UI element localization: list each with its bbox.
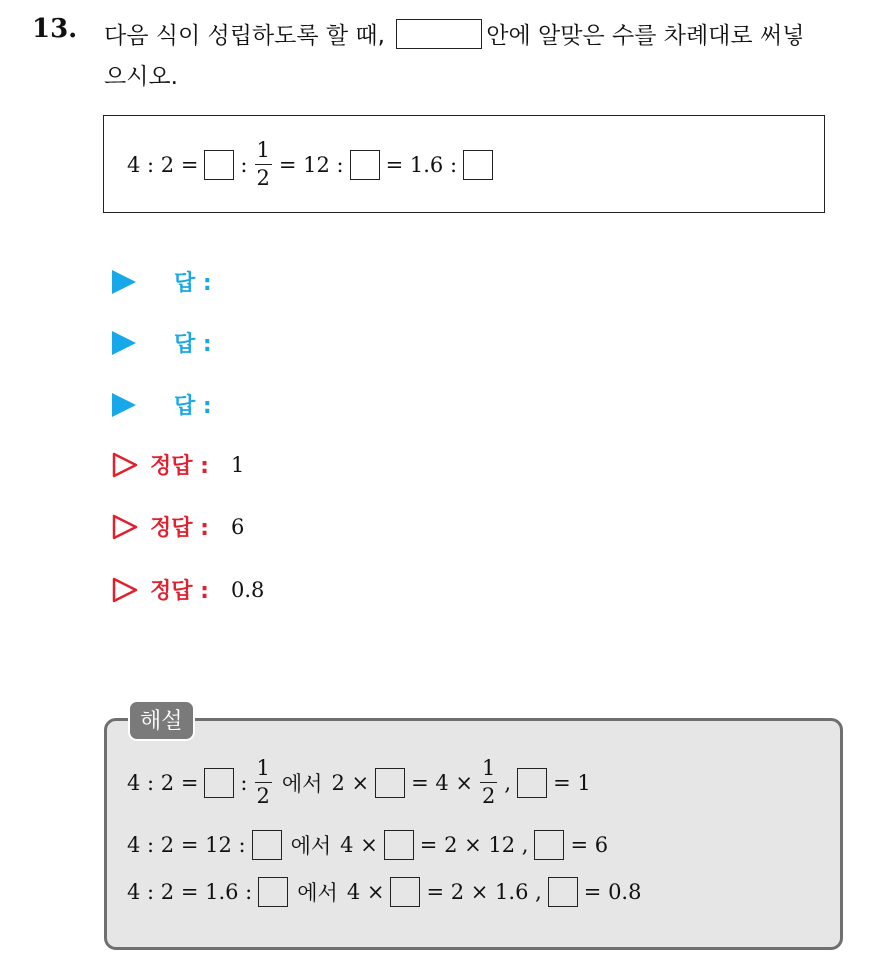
correct-answer-row-1 [112, 449, 244, 480]
explanation-line-3 [124, 877, 644, 907]
expl1-frac-den: 2 [256, 784, 270, 808]
triangle-outline-icon [112, 577, 138, 603]
expl1-frac2-den: 2 [482, 784, 496, 808]
expl1-colon: : [240, 770, 248, 795]
correct-answer-value: 6 [230, 514, 245, 539]
eq-blank-3[interactable] [463, 150, 493, 180]
correct-answer-label: 정답 : [150, 579, 209, 604]
equation [124, 140, 496, 189]
expl1-term-a: 4 : 2 = [127, 770, 199, 795]
answer-label: 답 : [174, 271, 212, 296]
triangle-outline-icon [112, 514, 138, 540]
expl2-word-eseo: 에서 [290, 834, 332, 858]
expl1-word-eseo: 에서 [281, 771, 323, 796]
correct-answer-row-2 [112, 511, 244, 542]
correct-answer-value: 0.8 [230, 577, 265, 602]
question-text-part2: 안에 알맞은 수를 차례대로 써넣 [486, 23, 805, 49]
question-text-line1 [104, 17, 804, 50]
expl2-term-e: = 2 × 12 , [419, 833, 529, 857]
eq-blank-1[interactable] [204, 150, 234, 180]
expl3-term-a: 4 : 2 = 1.6 : [127, 880, 253, 904]
expl2-term-d: 4 × [340, 833, 378, 857]
correct-answer-label: 정답 : [150, 516, 209, 541]
expl3-term-d: 4 × [346, 880, 385, 904]
expl2-term-a: 4 : 2 = 12 : [127, 833, 246, 857]
correct-answer-label: 정답 : [150, 454, 209, 479]
eq-fraction [255, 140, 272, 189]
correct-answer-row-3 [112, 574, 264, 605]
expl2-blank [252, 830, 282, 860]
correct-answer-value: 1 [230, 452, 245, 477]
play-triangle-icon [112, 393, 136, 417]
eq-colon: : [240, 152, 248, 177]
expl3-word-eseo: 에서 [297, 881, 338, 905]
eq-term-3: = 12 : [278, 152, 344, 177]
expl1-blank [375, 768, 405, 798]
explanation-line-2 [124, 830, 611, 860]
expl2-term-g: = 6 [570, 833, 609, 857]
expl1-frac2-num: 1 [482, 756, 496, 780]
question-blank-box [396, 19, 482, 49]
question-number: 13. [32, 14, 78, 44]
answer-label: 답 : [174, 332, 212, 357]
expl2-blank [384, 830, 414, 860]
expl3-term-e: = 2 × 1.6 , [426, 880, 542, 904]
explanation-line-1 [124, 758, 594, 807]
answer-label: 답 : [174, 394, 212, 419]
expl1-blank [517, 768, 547, 798]
expl1-blank [204, 768, 234, 798]
explanation-tab: 해설 [128, 700, 195, 741]
question-text-line2: 으시오. [104, 64, 178, 90]
eq-frac-num: 1 [256, 138, 270, 162]
expl1-term-g: = 1 [553, 770, 591, 795]
expl1-frac-num: 1 [256, 756, 270, 780]
answer-row-1[interactable] [112, 266, 212, 297]
expl3-term-g: = 0.8 [583, 880, 642, 904]
expl3-blank [390, 877, 420, 907]
expl1-comma: , [504, 770, 512, 795]
equation-box [103, 115, 825, 213]
eq-term-4: = 1.6 : [385, 152, 458, 177]
eq-term-1: 4 : 2 = [127, 152, 199, 177]
expl1-term-e: = 4 × [411, 770, 473, 795]
play-triangle-icon [112, 270, 136, 294]
play-triangle-icon [112, 331, 136, 355]
triangle-outline-icon [112, 452, 138, 478]
expl2-blank [534, 830, 564, 860]
expl1-fraction-2 [480, 758, 497, 807]
eq-frac-den: 2 [256, 166, 270, 190]
answer-row-3[interactable] [112, 389, 212, 420]
eq-blank-2[interactable] [350, 150, 380, 180]
expl1-term-d: 2 × [331, 770, 370, 795]
question-text-part1: 다음 식이 성립하도록 할 때, [104, 23, 385, 49]
expl3-blank [548, 877, 578, 907]
expl3-blank [258, 877, 288, 907]
expl1-fraction [255, 758, 272, 807]
answer-row-2[interactable] [112, 327, 212, 358]
